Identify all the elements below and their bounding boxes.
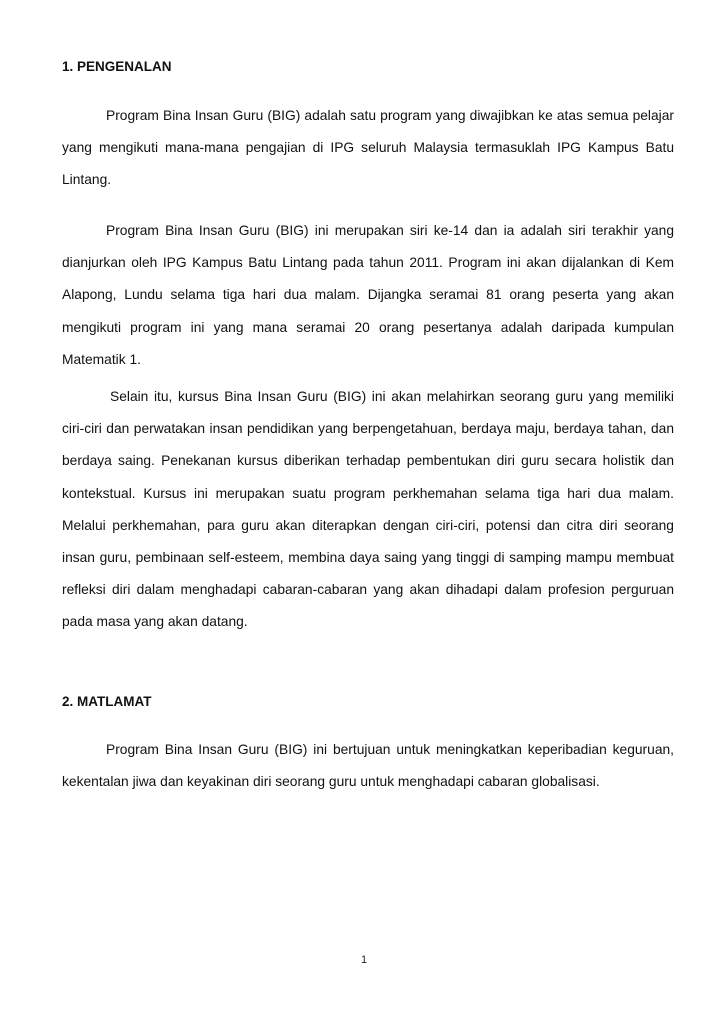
section-heading-pengenalan: 1. PENGENALAN [62, 59, 172, 74]
paragraph-matlamat-1: Program Bina Insan Guru (BIG) ini bertujuan untuk meningkatkan keperibadian keguruan, kekentalan jiwa dan keyakinan diri seorang guru untuk menghadapi cabaran globalisasi. [62, 742, 674, 790]
page-number: 1 [360, 954, 368, 966]
section-heading-matlamat: 2. MATLAMAT [62, 694, 152, 709]
paragraph-pengenalan-1: Program Bina Insan Guru (BIG) adalah satu program yang diwajibkan ke atas semua pelajar yang mengikuti mana-mana pengajian di IPG seluruh Malaysia termasuklah IPG Kampus Batu Lintang. [62, 108, 674, 188]
paragraph-pengenalan-3: Selain itu, kursus Bina Insan Guru (BIG) ini akan melahirkan seorang guru yang memiliki ciri-ciri dan perwatakan insan pendidikan yang berpengetahuan, berdaya maju, berdaya tahan, dan berdaya saing. Penekanan kursus diberikan terhadap pembentukan diri guru secara holistik dan kontekstual. Kursus ini merupakan suatu program perkhemahan selama tiga hari dua malam. Melalui perkhemahan, para guru akan diterapkan dengan ciri-ciri, potensi dan citra diri seorang insan guru, pembinaan self-esteem, membina daya saing yang tinggi di samping mampu membuat refleksi diri dalam menghadapi cabaran-cabaran yang akan dihadapi dalam profesion perguruan pada masa yang akan datang. [62, 389, 674, 630]
paragraph-pengenalan-2: Program Bina Insan Guru (BIG) ini merupakan siri ke-14 dan ia adalah siri terakhir yang dianjurkan oleh IPG Kampus Batu Lintang pada tahun 2011. Program ini akan dijalankan di Kem Alapong, Lundu selama tiga hari dua malam. Dijangka seramai 81 orang peserta yang akan mengikuti program ini yang mana seramai 20 orang pesertanya adalah daripada kumpulan Matematik 1. [62, 223, 674, 367]
